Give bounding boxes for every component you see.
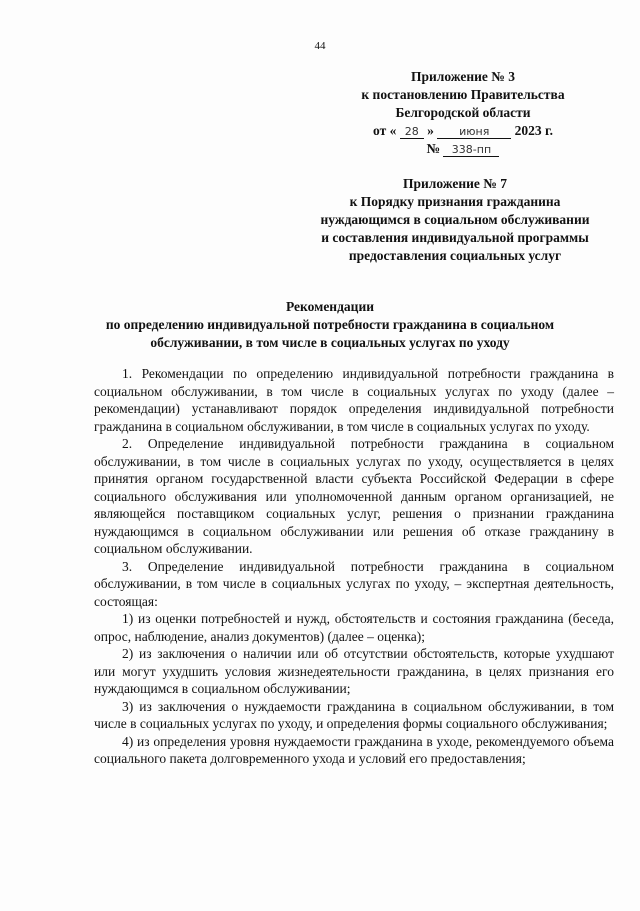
appendix-3-title: Приложение № 3 [411,69,515,84]
appendix-3-date-line [318,122,608,140]
list-item-1: 1) из оценки потребностей и нужд, обстоятельств и состояния гражданина (беседа, опрос, наблюдение, анализ документов) (далее – оценка); [94,611,614,644]
document-title-line-2: по определению индивидуальной потребности гражданина в социальном [105,317,555,332]
page-number: 44 [314,40,326,52]
appendix-7-line-5: предоставления социальных услуг [348,248,562,263]
appendix-3-region-line: Белгородской области [395,105,531,120]
appendix-7-header [292,175,618,265]
list-item-2: 2) из заключения о наличии или об отсутствии обстоятельств, которые ухудшают или могут ухудшить условия жизнедеятельности гражданина, в целях признания его нуждающимся в социальном обслуживании; [94,646,614,696]
date-month: июня [437,125,511,139]
date-mid: » [427,123,434,138]
document-title-line-3: обслуживании, в том числе в социальных услугах по уходу [150,335,510,350]
document-title-line-1: Рекомендации [285,299,375,314]
document-body [94,365,614,768]
list-item-4: 4) из определения уровня нуждаемости гражданина в уходе, рекомендуемого объема социального пакета долговременного ухода и условий его предоставления; [94,733,614,766]
appendix-7-title: Приложение № 7 [403,176,507,191]
appendix-7-line-2: к Порядку признания гражданина [349,194,561,209]
paragraph-2: 2. Определение индивидуальной потребности гражданина в социальном обслуживании, в том числе в социальных услугах по уходу, осуществляется в целях принятия органом государственной власти субъекта Российской Федерации в сфере социального обслуживания или уполномоченной данным органом организацией, не являющейся поставщиком социальных услуг, решения о признании гражданина нуждающимся в социальном обслуживании или решения об отказе гражданину в социальном обслуживании. [94,436,614,556]
appendix-3-number-line [318,140,608,158]
appendix-3-resolution-line: к постановлению Правительства [361,87,565,102]
date-day: 28 [400,125,424,139]
resolution-number: 338-пп [443,143,499,157]
appendix-7-line-3: нуждающимся в социальном обслуживании [320,212,590,227]
appendix-3-header [318,68,608,158]
date-year: 2023 г. [514,123,553,138]
number-prefix: № [426,141,441,156]
date-prefix: от « [373,123,397,138]
paragraph-1: 1. Рекомендации по определению индивидуальной потребности гражданина в социальном обслуживании, в том числе в социальных услугах по уходу (далее – рекомендации) устанавливают порядок определения индивидуальной потребности гражданина в социальном обслуживании, в том числе в социальных услугах по уходу. [94,366,614,434]
document-title [90,298,570,352]
paragraph-3: 3. Определение индивидуальной потребности гражданина в социальном обслуживании, в том числе в социальных услугах по уходу, – экспертная деятельность, состоящая: [94,558,614,609]
appendix-7-line-4: и составления индивидуальной программы [321,230,589,245]
list-item-3: 3) из заключения о нуждаемости гражданина в социальном обслуживании, в том числе в социальных услугах по уходу, и определения формы социального обслуживания; [94,698,614,731]
